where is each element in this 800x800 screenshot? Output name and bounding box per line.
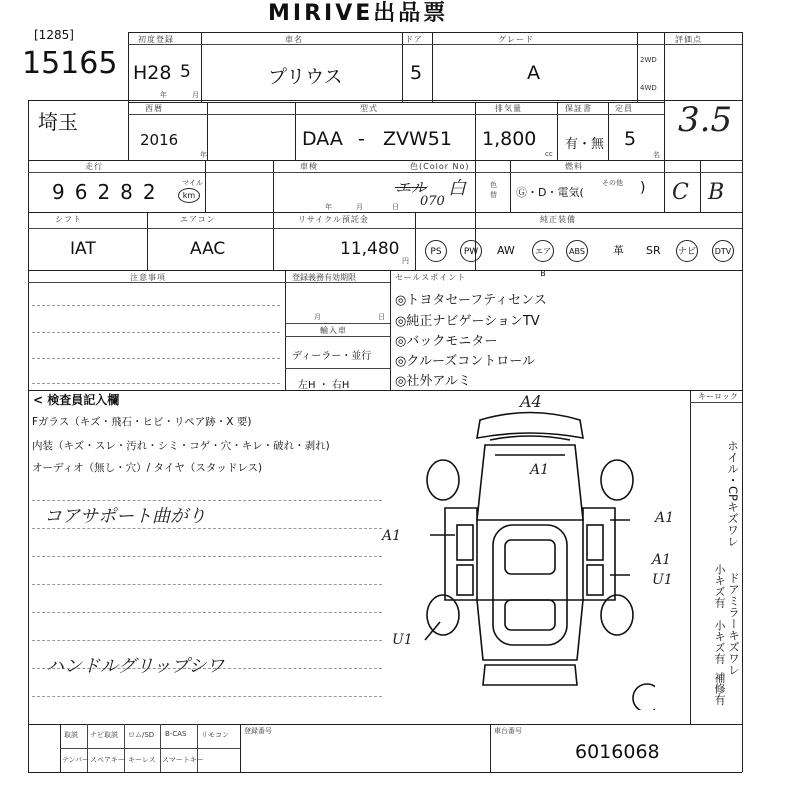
grade: A xyxy=(527,62,540,84)
damage-a1-right: A1 xyxy=(655,510,675,526)
caution-label: 注意事項 xyxy=(130,273,166,282)
inspector-note-audio: オーディオ（無し・穴）/ タイヤ（スタッドレス) xyxy=(32,462,263,474)
western-year-label: 西暦 xyxy=(145,104,163,113)
equip-airbag: エアB xyxy=(532,240,554,262)
lot-label: [1285] xyxy=(34,28,74,42)
other-label: その他 xyxy=(602,179,623,187)
markings-label: キーロック xyxy=(698,392,738,401)
sales-point-5: ◎社外アルミ xyxy=(395,374,471,389)
side-note-column-4 xyxy=(711,620,727,664)
mileage-label: 走行 xyxy=(85,162,103,171)
footer-reg-number-label: 登録番号 xyxy=(244,727,272,735)
aircon-label: エアコン xyxy=(180,215,216,224)
footer-item-bcas: B-CAS xyxy=(165,730,187,738)
footer-item-manual: 取説 xyxy=(64,731,78,739)
shift: IAT xyxy=(70,239,96,259)
steering: 左H ・ 右H xyxy=(298,380,350,391)
recycle-label: リサイクル預託金 xyxy=(298,215,369,224)
form-title: MIRIVE出品票 xyxy=(268,1,449,26)
model-dash: - xyxy=(358,128,365,150)
damage-a1-hood: A1 xyxy=(530,462,550,478)
car-name: プリウス xyxy=(268,66,343,88)
model-label: 型式 xyxy=(360,104,378,113)
shift-label: シフト xyxy=(55,215,82,224)
km-unit-circle xyxy=(178,188,200,203)
doors: 5 xyxy=(410,62,423,84)
equip-sr: SR xyxy=(646,244,661,257)
chassis-no-label: 車台番号 xyxy=(494,727,522,735)
interior-grade: C xyxy=(672,180,689,205)
wd4-label: 4WD xyxy=(640,84,657,92)
side-note-column-3 xyxy=(726,572,742,676)
sales-point-4: ◎クルーズコントロール xyxy=(395,354,536,369)
side-note-3: ドアミラーキズワレ xyxy=(727,572,741,676)
side-note-1: ホイル・CPキズワレ xyxy=(726,440,740,547)
km-unit: km xyxy=(182,191,196,200)
fuel-label: 燃料 xyxy=(565,162,583,171)
damage-u1-left: U1 xyxy=(392,632,413,648)
equip-navi: ナビ xyxy=(676,240,698,262)
side-note-column-5 xyxy=(711,672,727,705)
car-damage-diagram xyxy=(395,400,655,710)
side-note-5: 補修有 xyxy=(713,672,726,705)
color-handwritten: 白 xyxy=(448,178,466,199)
inspector-note-glass: Fガラス（キズ・飛石・ヒビ・リペア跡・X 要) xyxy=(32,416,252,428)
sales-point-1: ◎トヨタセーフティセンス xyxy=(395,293,547,308)
side-note-4: 小キズ有 xyxy=(713,620,726,664)
equip-pw: PW xyxy=(460,240,482,262)
insp-day: 日 xyxy=(392,203,399,211)
color-code-handwritten: 070 xyxy=(420,194,445,209)
footer-item-keyless: キーレス xyxy=(128,756,156,764)
doors-label: ドア xyxy=(405,35,423,44)
handwritten-note-2: ハンドルグリップシワ xyxy=(46,656,225,677)
color-pre: 色替 xyxy=(490,181,497,199)
sales-point-2: ◎純正ナビゲーションTV xyxy=(395,314,540,329)
equip-aw: AW xyxy=(497,244,515,257)
equip-abs: ABS xyxy=(566,240,588,262)
chassis-number: 6016068 xyxy=(575,741,660,763)
exterior-grade: B xyxy=(708,180,725,205)
inspection-label: 車検 xyxy=(300,162,318,171)
recycle-fee: 11,480 xyxy=(340,239,400,259)
first-reg-label: 初度登録 xyxy=(138,35,174,44)
footer-item-spare-key: スペアキー xyxy=(90,756,125,764)
car-name-label: 車名 xyxy=(285,35,303,44)
equip-dtv: DTV xyxy=(712,240,734,262)
damage-a1-right-rear: A1 xyxy=(652,552,672,568)
reg-month: 5 xyxy=(180,62,191,82)
fuel-close: ) xyxy=(640,180,646,196)
side-note-2: 小キズ有 xyxy=(713,564,726,608)
footer-item-remote: リモコン xyxy=(201,731,229,739)
import-car-label: 輸入車 xyxy=(320,326,347,335)
warranty: 有・無 xyxy=(565,137,605,152)
mileage: 96282 xyxy=(52,180,166,204)
wd2-label: 2WD xyxy=(640,56,657,64)
displacement-label: 排気量 xyxy=(495,104,522,113)
mileage-unit: マイル xyxy=(182,179,203,187)
capacity-label: 定員 xyxy=(615,104,633,113)
insp-year: 年 xyxy=(325,203,332,211)
equip-ps: PS xyxy=(425,240,447,262)
capacity: 5 xyxy=(624,128,637,150)
year-unit: 年 xyxy=(200,151,207,159)
reg-month: 月 xyxy=(314,313,321,321)
lot-number: 15165 xyxy=(22,46,118,81)
fuel: Ⓖ・D・電気( xyxy=(516,186,584,199)
persons-unit: 名 xyxy=(653,151,660,159)
reg-day: 日 xyxy=(378,313,385,321)
inspector-label: < 検査員記入欄 xyxy=(33,393,120,407)
reg-era: H28 xyxy=(133,62,172,84)
warranty-label: 保証書 xyxy=(565,104,592,113)
color-strike: エル xyxy=(395,178,428,197)
footer-item-temper: テンパー xyxy=(62,756,90,764)
equip-leather: 革 xyxy=(613,244,624,257)
import-dealer: ディーラー・並行 xyxy=(292,351,372,362)
side-note-column-2 xyxy=(711,564,727,608)
damage-a4: A4 xyxy=(520,392,542,411)
reg-expiry-label: 登録義務有効期限 xyxy=(292,273,356,282)
prefecture: 埼玉 xyxy=(38,110,78,134)
side-note-column xyxy=(726,440,740,547)
insp-month: 月 xyxy=(356,203,363,211)
color-label: 色(Color No) xyxy=(410,162,470,171)
sales-point-3: ◎バックモニター xyxy=(395,334,498,349)
displacement: 1,800 xyxy=(482,128,537,150)
aircon: AAC xyxy=(190,239,226,259)
recycle-unit: 円 xyxy=(402,257,409,265)
score-handwritten: 3.5 xyxy=(678,100,733,140)
damage-u1-right: U1 xyxy=(652,572,673,588)
score-label: 評価点 xyxy=(675,35,702,44)
inspector-note-interior: 内装（キズ・スレ・汚れ・シミ・コゲ・穴・キレ・破れ・剥れ) xyxy=(32,440,330,452)
model-prefix: DAA xyxy=(302,128,343,150)
month-mark: 月 xyxy=(192,91,199,99)
model-code: ZVW51 xyxy=(383,128,452,150)
genuine-equip-label: 純正装備 xyxy=(540,215,576,224)
handwritten-note-1: コアサポート曲がり xyxy=(44,506,206,527)
footer-item-navi-manual: ナビ取説 xyxy=(90,731,118,739)
cc-unit: cc xyxy=(545,150,553,158)
grade-label: グレード xyxy=(498,35,534,44)
damage-a1-left: A1 xyxy=(382,528,402,544)
footer-item-rom: ロム/SD xyxy=(128,731,155,739)
year-mark: 年 xyxy=(160,91,167,99)
year-western: 2016 xyxy=(140,131,179,149)
footer-item-smart-key: スマートキー xyxy=(162,756,204,764)
sales-points-label: セールスポイント xyxy=(395,273,467,282)
